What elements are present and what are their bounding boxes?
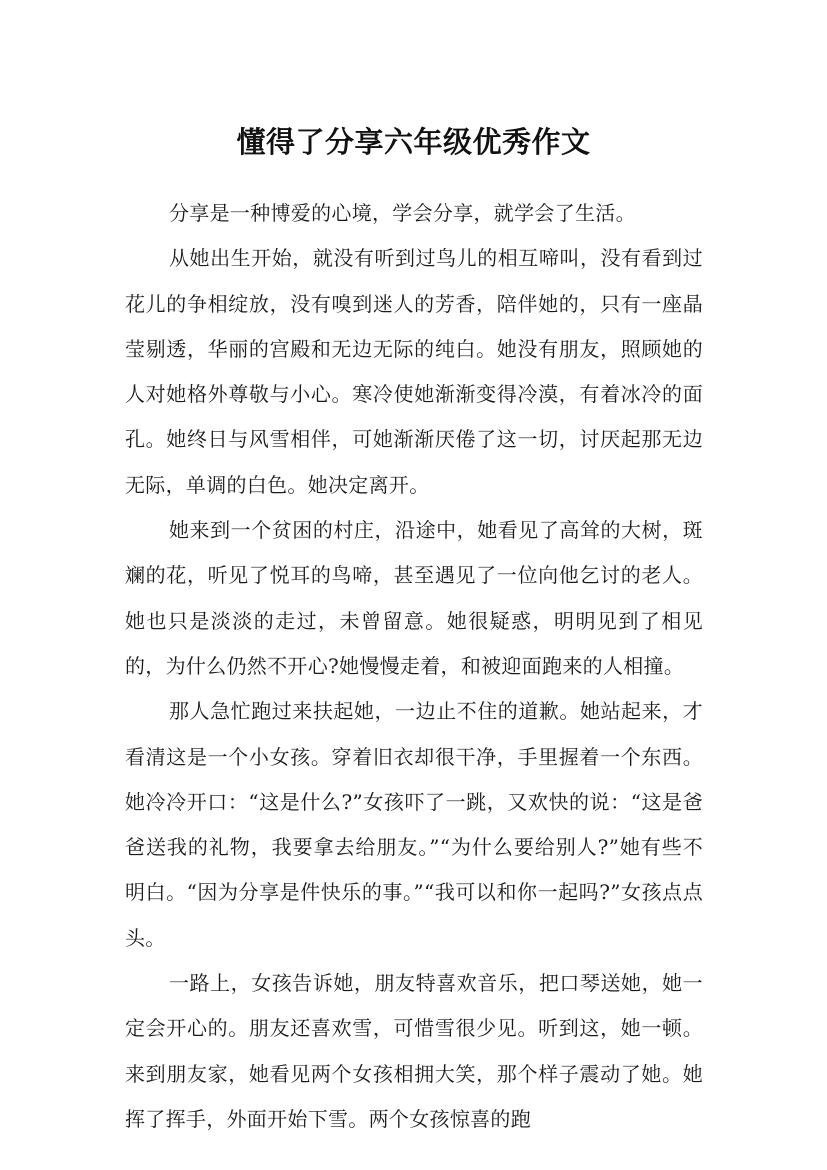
paragraph-4: 那人急忙跑过来扶起她，一边止不住的道歉。她站起来，才看清这是一个小女孩。穿着旧衣却很干净，手里握着一个东西。她冷冷开口：“这是什么?”女孩吓了一跳，又欢快的说：“这是爸爸送我的礼物，我要拿去给朋友。”“为什么要给别人?”她有些不明白。“因为分享是件快乐的事。”“我可以和你一起吗?”女孩点点头。 — [125, 699, 703, 950]
paragraph-2: 从她出生开始，就没有听到过鸟儿的相互啼叫，没有看到过花儿的争相绽放，没有嗅到迷人的芳香，陪伴她的，只有一座晶莹剔透，华丽的宫殿和无边无际的纯白。她没有朋友，照顾她的人对她格外尊敬与小心。寒冷使她渐渐变得冷漠，有着冰冷的面孔。她终日与风雪相伴，可她渐渐厌倦了这一切，讨厌起那无边无际，单调的白色。她决定离开。 — [125, 246, 703, 497]
paragraph-1: 分享是一种博爱的心境，学会分享，就学会了生活。 — [169, 201, 636, 225]
document-title: 懂得了分享六年级优秀作文 — [236, 125, 591, 160]
document-body — [125, 191, 703, 1142]
paragraph-3: 她来到一个贫困的村庄，沿途中，她看见了高耸的大树，斑斓的花，听见了悦耳的鸟啼，甚至遇见了一位向他乞讨的老人。她也只是淡淡的走过，未曾留意。她很疑惑，明明见到了相见的，为什么仍然不开心?她慢慢走着，和被迎面跑来的人相撞。 — [125, 518, 703, 678]
paragraph-5: 一路上，女孩告诉她，朋友特喜欢音乐，把口琴送她，她一定会开心的。朋友还喜欢雪，可惜雪很少见。听到这，她一顿。来到朋友家，她看见两个女孩相拥大笑，那个样子震动了她。她挥了挥手，外面开始下雪。两个女孩惊喜的跑 — [125, 971, 703, 1131]
